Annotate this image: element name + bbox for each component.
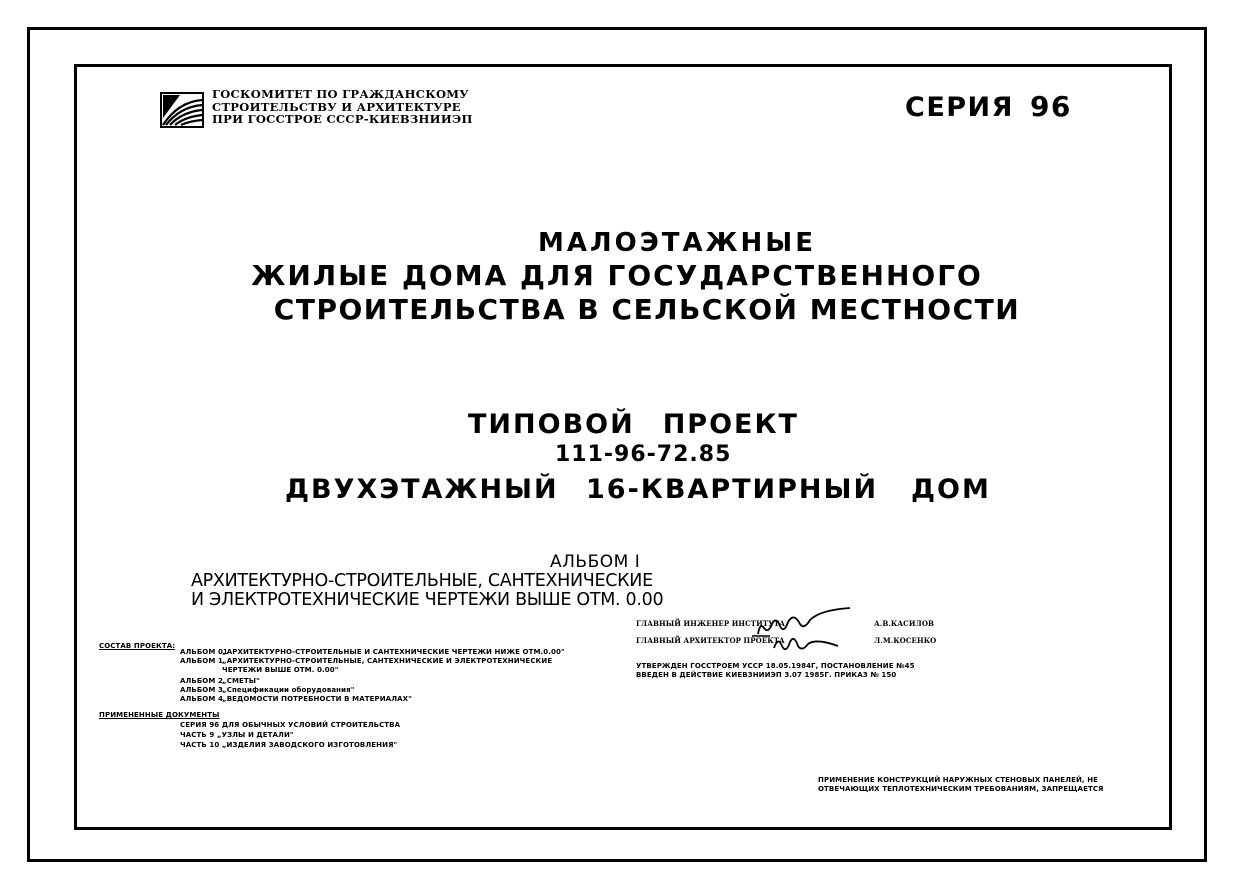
project-number: 111-96-72.85 xyxy=(555,442,732,467)
approval-line: ВВЕДЕН В ДЕЙСТВИЕ КИЕВЗНИИЭП 3.07 1985Г. ПРИКАЗ № 150 xyxy=(636,670,897,679)
series-word: СЕРИЯ xyxy=(905,92,1014,123)
project-type-word: ТИПОВОЙ xyxy=(468,409,635,440)
warning-line: ПРИМЕНЕНИЕ КОНСТРУКЦИЙ НАРУЖНЫХ СТЕНОВЫХ ПАНЕЛЕЙ, НЕ xyxy=(818,776,1099,784)
project-type-word: ПРОЕКТ xyxy=(662,409,799,440)
list-item: АЛЬБОМ 2„СМЕТЫ" xyxy=(180,677,260,685)
list-item: ЧАСТЬ 10 „ИЗДЕЛИЯ ЗАВОДСКОГО ИЗГОТОВЛЕНИЯ" xyxy=(180,741,398,749)
organization-logo-icon xyxy=(160,92,204,128)
series-number: 96 xyxy=(1029,90,1072,123)
album-description-line-1: АРХИТЕКТУРНО-СТРОИТЕЛЬНЫЕ, САНТЕХНИЧЕСКИЕ xyxy=(191,571,653,591)
list-item: АЛЬБОМ 01„АРХИТЕКТУРНО-СТРОИТЕЛЬНЫЕ И САНТЕХНИЧЕСКИЕ ЧЕРТЕЖИ НИЖЕ ОТМ.0.00" xyxy=(180,648,565,656)
list-item: СЕРИЯ 96 ДЛЯ ОБЫЧНЫХ УСЛОВИЙ СТРОИТЕЛЬСТВА xyxy=(180,721,401,729)
org-line: ПРИ ГОССТРОЕ СССР-КИЕВЗНИИЭП xyxy=(212,112,473,126)
approval-info xyxy=(636,662,915,679)
album-description-line-2: И ЭЛЕКТРОТЕХНИЧЕСКИЕ ЧЕРТЕЖИ ВЫШЕ ОТМ. 0.00 xyxy=(191,590,664,610)
org-line: СТРОИТЕЛЬСТВУ И АРХИТЕКТУРЕ xyxy=(212,99,461,114)
main-title-line-1: МАЛОЭТАЖНЫЕ xyxy=(538,228,816,258)
signature-role: ГЛАВНЫЙ ИНЖЕНЕР ИНСТИТУТА xyxy=(636,619,786,628)
applied-docs-heading: ПРИМЕНЕННЫЕ ДОКУМЕНТЫ xyxy=(99,711,220,719)
list-item: АЛЬБОМ 3„Спецификации оборудования" xyxy=(180,686,355,694)
signature-name: Л.М.КОСЕНКО xyxy=(874,636,937,645)
organization-name xyxy=(212,88,473,126)
series-label xyxy=(905,90,1072,123)
warning-line: ОТВЕЧАЮЩИХ ТЕПЛОТЕХНИЧЕСКИМ ТРЕБОВАНИЯМ, ЗАПРЕЩАЕТСЯ xyxy=(818,784,1104,793)
main-title-line-3: СТРОИТЕЛЬСТВА В СЕЛЬСКОЙ МЕСТНОСТИ xyxy=(273,293,1021,326)
house-description: ДВУХЭТАЖНЫЙ 16-КВАРТИРНЫЙ xyxy=(285,474,879,505)
signature-role: ГЛАВНЫЙ АРХИТЕКТОР ПРОЕКТА xyxy=(636,636,785,645)
list-item: АЛЬБОМ 4„ВЕДОМОСТИ ПОТРЕБНОСТИ В МАТЕРИАЛАХ" xyxy=(180,695,412,703)
composition-heading: СОСТАВ ПРОЕКТА: xyxy=(99,642,176,650)
project-type xyxy=(468,409,799,440)
approval-line: УТВЕРЖДЕН ГОССТРОЕМ УССР 18.05.1984Г, ПОСТАНОВЛЕНИЕ №45 xyxy=(636,662,915,670)
list-item: ЧАСТЬ 9 „УЗЛЫ И ДЕТАЛИ" xyxy=(180,731,294,739)
list-item: ЧЕРТЕЖИ ВЫШЕ ОТМ. 0.00" xyxy=(222,666,339,674)
org-line: ГОСКОМИТЕТ ПО ГРАЖДАНСКОМУ xyxy=(212,87,469,101)
signature-name: А.В.КАСИЛОВ xyxy=(874,619,935,628)
house-word: ДОМ xyxy=(911,474,991,505)
handwritten-signature-2 xyxy=(772,632,842,654)
composition-list xyxy=(180,648,600,704)
album-title: АЛЬБОМ I xyxy=(550,552,641,572)
house-type xyxy=(285,474,991,505)
warning-note xyxy=(818,776,1104,793)
applied-docs-list xyxy=(180,721,400,751)
main-title-line-2: ЖИЛЫЕ ДОМА ДЛЯ ГОСУДАРСТВЕННОГО xyxy=(251,259,983,292)
list-item: АЛЬБОМ 1„АРХИТЕКТУРНО-СТРОИТЕЛЬНЫЕ, САНТЕХНИЧЕСКИЕ И ЭЛЕКТРОТЕХНИЧЕСКИЕ xyxy=(180,657,553,665)
